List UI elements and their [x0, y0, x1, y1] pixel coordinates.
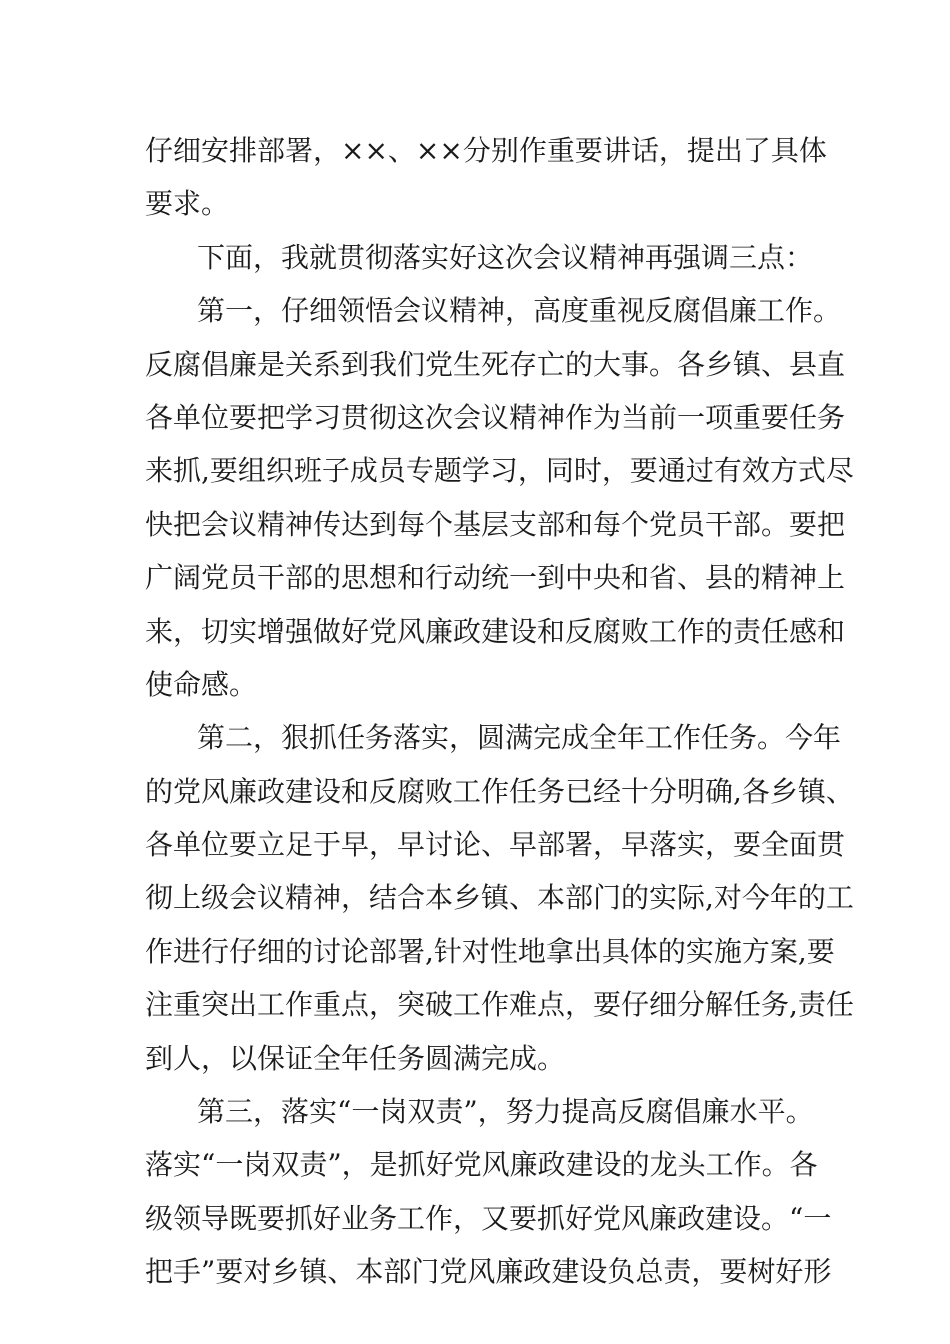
- text-line: 落实“一岗双责”，是抓好党风廉政建设的龙头工作。各: [145, 1148, 818, 1182]
- text-line: 彻上级会议精神，结合本乡镇、本部门的实际,对今年的工: [145, 881, 854, 915]
- text-line: 要求。: [145, 187, 230, 221]
- text-line: 使命感。: [145, 667, 258, 701]
- text-line: 级领导既要抓好业务工作，又要抓好党风廉政建设。“一: [145, 1201, 832, 1235]
- text-line: 快把会议精神传达到每个基层支部和每个党员干部。要把: [145, 507, 846, 541]
- text-line: 注重突出工作重点，突破工作难点，要仔细分解任务,责任: [145, 988, 854, 1022]
- paragraph-start-line: 下面，我就贯彻落实好这次会议精神再强调三点：: [197, 240, 814, 274]
- text-line: 来，切实增强做好党风廉政建设和反腐败工作的责任感和: [145, 614, 846, 648]
- paragraph-start-line: 第三，落实“一岗双责”，努力提高反腐倡廉水平。: [197, 1095, 814, 1129]
- text-line: 反腐倡廉是关系到我们党生死存亡的大事。各乡镇、县直: [145, 347, 846, 381]
- text-line: 到人，以保证全年任务圆满完成。: [145, 1041, 566, 1075]
- document-body: [145, 124, 854, 1299]
- text-line: 作进行仔细的讨论部署,针对性地拿出具体的实施方案,要: [145, 934, 835, 968]
- text-line: 各单位要把学习贯彻这次会议精神作为当前一项重要任务: [145, 400, 846, 434]
- text-line: 广阔党员干部的思想和行动统一到中央和省、县的精神上: [145, 561, 846, 595]
- text-line: 的党风廉政建设和反腐败工作任务已经十分明确,各乡镇、: [145, 774, 854, 808]
- text-line: 来抓,要组织班子成员专题学习，同时，要通过有效方式尽: [145, 454, 854, 488]
- text-line: 把手”要对乡镇、本部门党风廉政建设负总责，要树好形: [145, 1255, 832, 1289]
- paragraph-start-line: 第二，狠抓任务落实，圆满完成全年工作任务。今年: [197, 721, 842, 755]
- paragraph-start-line: 第一，仔细领悟会议精神，高度重视反腐倡廉工作。: [197, 294, 842, 328]
- text-line: 仔细安排部署，××、××分别作重要讲话，提出了具体: [145, 134, 827, 167]
- text-line: 各单位要立足于早，早讨论、早部署，早落实，要全面贯: [145, 828, 846, 862]
